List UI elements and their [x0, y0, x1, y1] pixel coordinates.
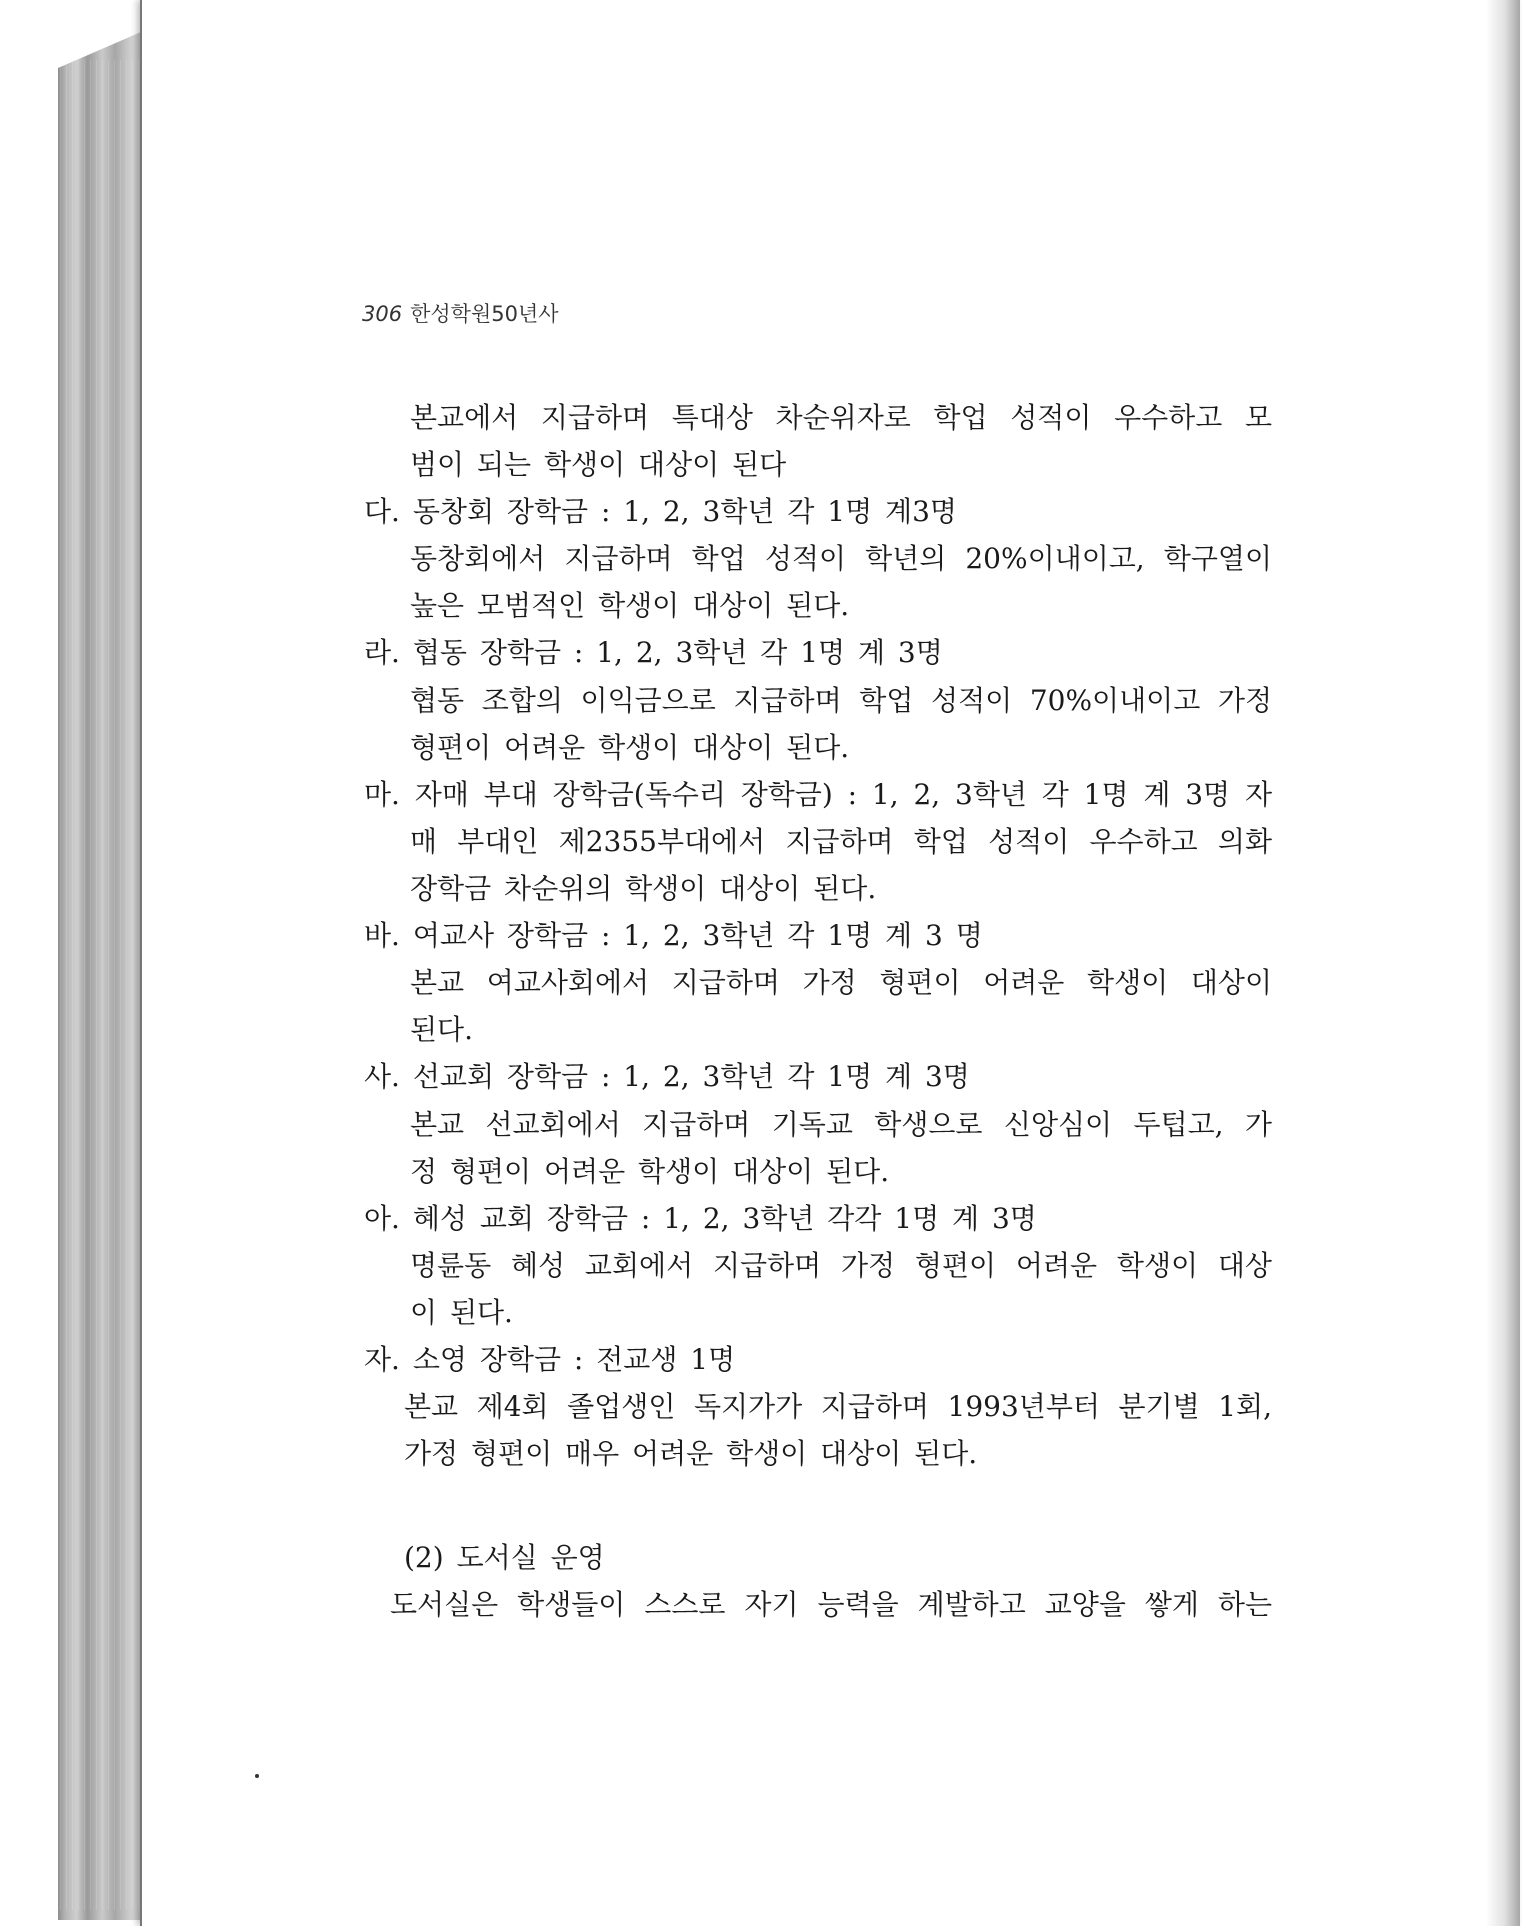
list-item-heading: 라. 협동 장학금 : 1, 2, 3학년 각 1명 계 3명 — [364, 636, 943, 669]
text-line: 높은 모범적인 학생이 대상이 된다. — [410, 589, 850, 622]
text-line: 본교 선교회에서 지급하며 기독교 학생으로 신앙심이 두텁고, 가 — [410, 1108, 1272, 1141]
list-item-heading: 마. 자매 부대 장학금(독수리 장학금) : 1, 2, 3학년 각 1명 계 3명 자 — [364, 778, 1272, 811]
page-edge-lines — [60, 60, 146, 1910]
text-line: 본교 제4회 졸업생인 독지가가 지급하며 1993년부터 분기별 1회, — [404, 1390, 1272, 1423]
stray-mark — [255, 1774, 259, 1778]
page-curve-shadow — [1486, 0, 1520, 1926]
text-line: 도서실은 학생들이 스스로 자기 능력을 계발하고 교양을 쌓게 하는 — [390, 1588, 1272, 1621]
text-line: 형편이 어려운 학생이 대상이 된다. — [410, 731, 850, 764]
text-line: 정 형편이 어려운 학생이 대상이 된다. — [410, 1155, 890, 1188]
text-line: 매 부대인 제2355부대에서 지급하며 학업 성적이 우수하고 의화 — [410, 825, 1272, 858]
text-line: 범이 되는 학생이 대상이 된다 — [410, 448, 787, 481]
book-page — [140, 0, 1520, 1926]
text-line: 동창회에서 지급하며 학업 성적이 학년의 20%이내이고, 학구열이 — [410, 542, 1272, 575]
text-line: 이 된다. — [410, 1296, 513, 1329]
running-header — [362, 298, 559, 328]
text-line: 본교에서 지급하며 특대상 차순위자로 학업 성적이 우수하고 모 — [410, 401, 1272, 434]
book-title: 한성학원50년사 — [410, 302, 559, 326]
text-line: 장학금 차순위의 학생이 대상이 된다. — [410, 872, 877, 905]
page-number: 306 — [362, 302, 403, 326]
list-item-heading: 사. 선교회 장학금 : 1, 2, 3학년 각 1명 계 3명 — [364, 1060, 970, 1093]
text-line: 명륜동 혜성 교회에서 지급하며 가정 형편이 어려운 학생이 대상 — [410, 1249, 1272, 1282]
list-item-heading: 아. 혜성 교회 장학금 : 1, 2, 3학년 각각 1명 계 3명 — [364, 1202, 1037, 1235]
list-item-heading: 다. 동창회 장학금 : 1, 2, 3학년 각 1명 계3명 — [364, 495, 957, 528]
text-line: 협동 조합의 이익금으로 지급하며 학업 성적이 70%이내이고 가정 — [410, 684, 1272, 717]
list-item-heading: 자. 소영 장학금 : 전교생 1명 — [364, 1343, 736, 1376]
text-line: 본교 여교사회에서 지급하며 가정 형편이 어려운 학생이 대상이 — [410, 966, 1272, 999]
text-line: 가정 형편이 매우 어려운 학생이 대상이 된다. — [404, 1437, 978, 1470]
section-heading: (2) 도서실 운영 — [404, 1541, 605, 1574]
list-item-heading: 바. 여교사 장학금 : 1, 2, 3학년 각 1명 계 3 명 — [364, 919, 983, 952]
text-line: 된다. — [410, 1013, 473, 1046]
